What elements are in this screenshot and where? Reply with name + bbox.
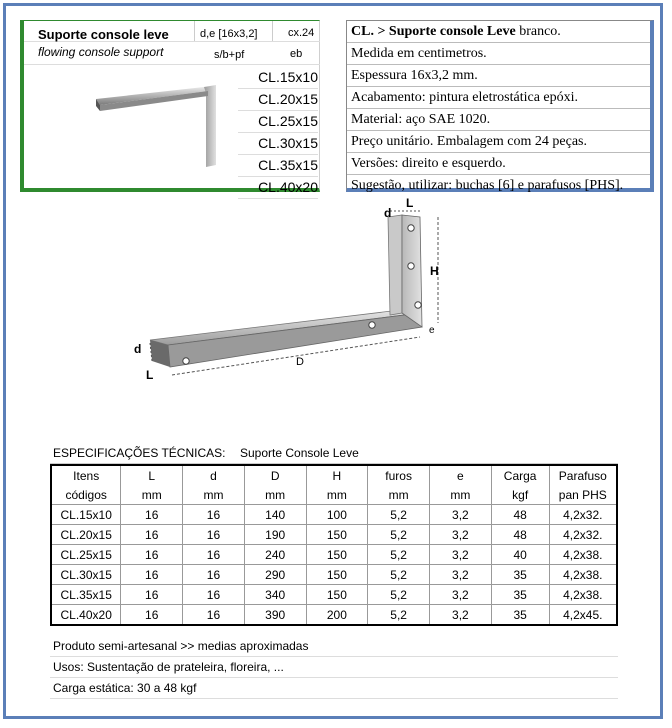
table-cell: CL.40x20 bbox=[51, 605, 121, 626]
table-cell: 16 bbox=[183, 585, 245, 605]
table-unit: mm bbox=[306, 485, 368, 505]
table-header: Itens bbox=[51, 465, 121, 485]
table-cell: 3,2 bbox=[430, 505, 492, 525]
spec-line: Acabamento: pintura eletrostática epóxi. bbox=[347, 87, 650, 109]
spec-heading bbox=[347, 21, 650, 43]
table-unit: mm bbox=[244, 485, 306, 505]
bracket-diagram bbox=[120, 195, 450, 385]
code-item: CL.15x10 bbox=[238, 67, 318, 89]
table-cell: CL.35x15 bbox=[51, 585, 121, 605]
table-cell: 16 bbox=[183, 505, 245, 525]
spec-heading-bold: CL. > Suporte console Leve bbox=[351, 24, 516, 39]
hole bbox=[369, 322, 375, 328]
table-cell: 5,2 bbox=[368, 585, 430, 605]
table-unit: códigos bbox=[51, 485, 121, 505]
spec-line: Material: aço SAE 1020. bbox=[347, 109, 650, 131]
label-e: e bbox=[429, 325, 435, 336]
spec-line: Medida em centimetros. bbox=[347, 43, 650, 65]
table-cell: 4,2x38. bbox=[549, 585, 617, 605]
table-cell: 5,2 bbox=[368, 565, 430, 585]
table-unit: kgf bbox=[491, 485, 549, 505]
table-cell: 35 bbox=[491, 605, 549, 626]
label-l-top: L bbox=[406, 196, 414, 210]
table-cell: 3,2 bbox=[430, 565, 492, 585]
product-subtitle: flowing console support bbox=[38, 45, 164, 59]
bracket-photo bbox=[94, 79, 224, 169]
table-cell: 3,2 bbox=[430, 525, 492, 545]
table-header: D bbox=[244, 465, 306, 485]
product-title: Suporte console leve bbox=[38, 27, 169, 42]
upright-side-face bbox=[388, 215, 402, 315]
table-cell: 4,2x32. bbox=[549, 525, 617, 545]
table-header: e bbox=[430, 465, 492, 485]
sbpf-label: s/b+pf bbox=[214, 49, 245, 61]
label-d-left: d bbox=[134, 342, 142, 356]
code-item: CL.40x20 bbox=[238, 177, 318, 199]
table-cell: 200 bbox=[306, 605, 368, 626]
table-cell: 5,2 bbox=[368, 545, 430, 565]
table-cell: 4,2x32. bbox=[549, 505, 617, 525]
arm-front-face bbox=[168, 313, 422, 367]
table-cell: 5,2 bbox=[368, 605, 430, 626]
table-cell: CL.30x15 bbox=[51, 565, 121, 585]
tech-caption-value: Suporte Console Leve bbox=[240, 446, 359, 460]
table-cell: 3,2 bbox=[430, 545, 492, 565]
note-line: Carga estática: 30 a 48 kgf bbox=[50, 678, 618, 699]
code-item: CL.20x15 bbox=[238, 89, 318, 111]
box-qty-label: cx.24 bbox=[288, 27, 315, 39]
card-divider bbox=[24, 64, 320, 65]
table-unit: pan PHS bbox=[549, 485, 617, 505]
table-cell: 150 bbox=[306, 545, 368, 565]
table-header: H bbox=[306, 465, 368, 485]
table-cell: CL.15x10 bbox=[51, 505, 121, 525]
table-cell: 16 bbox=[121, 525, 183, 545]
spec-line: Versões: direito e esquerdo. bbox=[347, 153, 650, 175]
code-item: CL.35x15 bbox=[238, 155, 318, 177]
table-cell: 4,2x38. bbox=[549, 565, 617, 585]
table-row bbox=[51, 585, 617, 605]
table-cell: 150 bbox=[306, 565, 368, 585]
table-cell: 16 bbox=[183, 545, 245, 565]
table-cell: 340 bbox=[244, 585, 306, 605]
table-cell: 16 bbox=[121, 505, 183, 525]
code-item: CL.25x15 bbox=[238, 111, 318, 133]
table-cell: 16 bbox=[183, 565, 245, 585]
table-cell: CL.25x15 bbox=[51, 545, 121, 565]
hole bbox=[415, 302, 421, 308]
table-row bbox=[51, 525, 617, 545]
table-cell: 5,2 bbox=[368, 525, 430, 545]
table-cell: 35 bbox=[491, 585, 549, 605]
table-cell: 3,2 bbox=[430, 605, 492, 626]
table-row bbox=[51, 565, 617, 585]
spec-line: Espessura 16x3,2 mm. bbox=[347, 65, 650, 87]
table-cell: 3,2 bbox=[430, 585, 492, 605]
table-header: L bbox=[121, 465, 183, 485]
table-cell: 150 bbox=[306, 585, 368, 605]
hole bbox=[183, 358, 189, 364]
table-cell: 16 bbox=[183, 525, 245, 545]
code-item: CL.30x15 bbox=[238, 133, 318, 155]
table-cell: 290 bbox=[244, 565, 306, 585]
table-cell: 100 bbox=[306, 505, 368, 525]
table-header-row bbox=[51, 465, 617, 485]
note-line: Usos: Sustentação de prateleira, floreira, ... bbox=[50, 657, 618, 678]
table-row bbox=[51, 505, 617, 525]
tech-caption: ESPECIFICAÇÕES TÉCNICAS: bbox=[53, 446, 226, 460]
table-cell: 4,2x45. bbox=[549, 605, 617, 626]
product-card bbox=[20, 20, 320, 195]
table-unit: mm bbox=[368, 485, 430, 505]
label-d-top: d bbox=[384, 206, 392, 220]
upright-front-face bbox=[402, 215, 422, 327]
table-cell: 240 bbox=[244, 545, 306, 565]
table-units-row bbox=[51, 485, 617, 505]
tech-table bbox=[50, 464, 618, 626]
table-header: furos bbox=[368, 465, 430, 485]
table-cell: 16 bbox=[121, 565, 183, 585]
spec-heading-rest: branco. bbox=[515, 24, 561, 39]
table-cell: 40 bbox=[491, 545, 549, 565]
table-cell: 16 bbox=[121, 585, 183, 605]
table-unit: mm bbox=[430, 485, 492, 505]
label-d-length: D bbox=[296, 356, 304, 368]
table-cell: 4,2x38. bbox=[549, 545, 617, 565]
table-cell: 48 bbox=[491, 525, 549, 545]
hole bbox=[408, 263, 414, 269]
table-cell: 5,2 bbox=[368, 505, 430, 525]
spec-box bbox=[346, 20, 654, 192]
card-divider bbox=[194, 21, 195, 41]
table-cell: 140 bbox=[244, 505, 306, 525]
note-line: Produto semi-artesanal >> medias aproximadas bbox=[50, 636, 618, 657]
notes bbox=[50, 636, 618, 699]
table-row bbox=[51, 545, 617, 565]
tech-caption-row bbox=[50, 444, 618, 464]
table-unit: mm bbox=[121, 485, 183, 505]
tech-specs bbox=[50, 444, 618, 626]
label-l-left: L bbox=[146, 368, 154, 382]
table-cell: 16 bbox=[121, 545, 183, 565]
spec-line: Sugestão, utilizar: buchas [6] e parafusos [PHS]. bbox=[351, 178, 624, 193]
code-list bbox=[238, 67, 318, 199]
table-cell: CL.20x15 bbox=[51, 525, 121, 545]
table-header: Parafuso bbox=[549, 465, 617, 485]
table-cell: 150 bbox=[306, 525, 368, 545]
hole bbox=[408, 225, 414, 231]
table-header: d bbox=[183, 465, 245, 485]
table-cell: 35 bbox=[491, 565, 549, 585]
label-h: H bbox=[430, 264, 439, 278]
table-cell: 190 bbox=[244, 525, 306, 545]
table-unit: mm bbox=[183, 485, 245, 505]
table-row bbox=[51, 605, 617, 626]
table-cell: 16 bbox=[183, 605, 245, 626]
dimension-label: d,e [16x3,2] bbox=[200, 28, 258, 40]
table-cell: 390 bbox=[244, 605, 306, 626]
table-cell: 48 bbox=[491, 505, 549, 525]
eb-label: eb bbox=[290, 48, 303, 60]
table-cell: 16 bbox=[121, 605, 183, 626]
spec-line: Preço unitário. Embalagem com 24 peças. bbox=[347, 131, 650, 153]
card-divider bbox=[272, 21, 273, 41]
table-header: Carga bbox=[491, 465, 549, 485]
